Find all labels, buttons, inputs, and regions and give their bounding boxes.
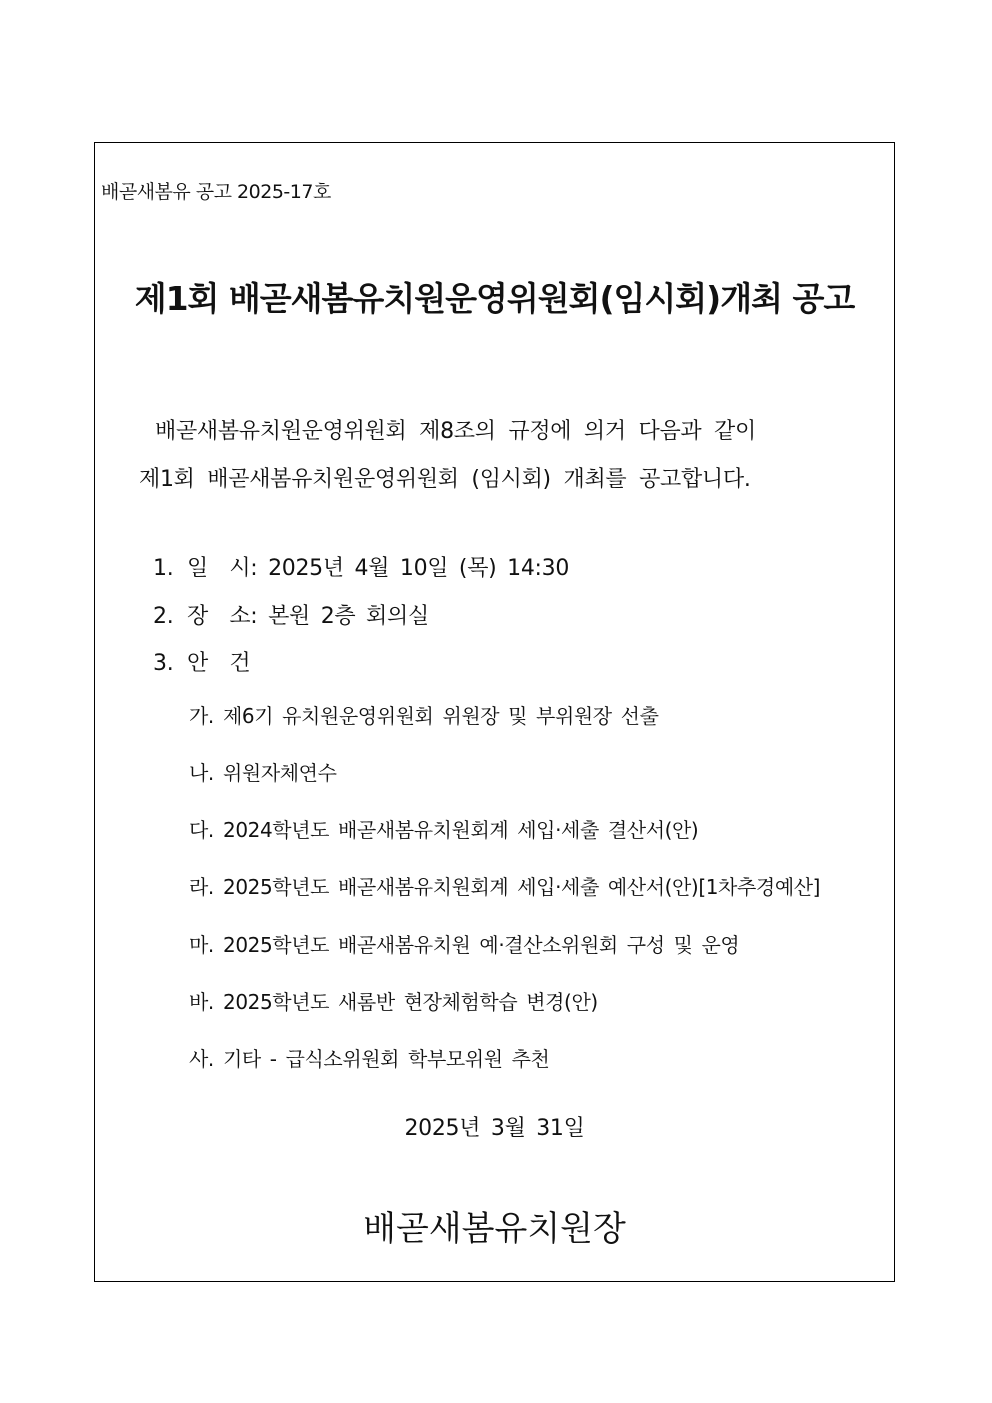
agenda-text: 2025학년도 배곧새봄유치원회계 세입·세출 예산서(안)[1차추경예산] bbox=[223, 875, 821, 899]
agenda-item bbox=[189, 871, 820, 900]
notice-title: 제1회 배곧새봄유치원운영위원회(임시회)개최 공고 bbox=[134, 279, 855, 318]
agenda-mark: 사. bbox=[189, 1047, 214, 1071]
notice-frame bbox=[94, 142, 895, 1282]
item-text: 안 건 bbox=[187, 651, 251, 676]
agenda-item bbox=[189, 700, 659, 729]
agenda-mark: 다. bbox=[189, 818, 214, 842]
agenda-text: 제6기 유치원운영위원회 위원장 및 부위원장 선출 bbox=[223, 704, 659, 728]
intro-line-1: 배곧새봄유치원운영위원회 제8조의 규정에 의거 다음과 같이 bbox=[155, 419, 756, 444]
agenda-text: 2025학년도 배곧새봄유치원 예·결산소위원회 구성 및 운영 bbox=[223, 933, 740, 957]
intro-line-2: 제1회 배곧새봄유치원운영위원회 (임시회) 개최를 공고합니다. bbox=[139, 467, 751, 492]
agenda-item bbox=[189, 814, 698, 843]
agenda-mark: 나. bbox=[189, 761, 214, 785]
agenda-item bbox=[189, 1043, 549, 1072]
item-agenda-heading bbox=[153, 646, 250, 677]
intro-paragraph bbox=[139, 408, 756, 504]
agenda-text: 기타 - 급식소위원회 학부모위원 추천 bbox=[223, 1047, 550, 1071]
agenda-item bbox=[189, 929, 739, 958]
document-number: 배곧새봄유 공고 2025-17호 bbox=[101, 181, 331, 203]
item-location bbox=[153, 599, 429, 630]
agenda-item bbox=[189, 757, 337, 786]
item-number: 2. bbox=[153, 604, 174, 629]
agenda-mark: 라. bbox=[189, 875, 214, 899]
notice-date: 2025년 3월 31일 bbox=[404, 1116, 585, 1141]
item-text: 장 소: 본원 2층 회의실 bbox=[187, 604, 429, 629]
agenda-mark: 마. bbox=[189, 933, 214, 957]
item-datetime bbox=[153, 551, 569, 582]
agenda-mark: 가. bbox=[189, 704, 214, 728]
agenda-text: 2024학년도 배곧새봄유치원회계 세입·세출 결산서(안) bbox=[223, 818, 699, 842]
signer-name: 배곧새봄유치원장 bbox=[363, 1209, 626, 1249]
agenda-text: 위원자체연수 bbox=[223, 761, 337, 785]
agenda-item bbox=[189, 986, 598, 1015]
item-number: 3. bbox=[153, 651, 174, 676]
agenda-mark: 바. bbox=[189, 990, 214, 1014]
item-number: 1. bbox=[153, 556, 174, 581]
item-text: 일 시: 2025년 4월 10일 (목) 14:30 bbox=[187, 556, 570, 581]
agenda-text: 2025학년도 새롬반 현장체험학습 변경(안) bbox=[223, 990, 598, 1014]
